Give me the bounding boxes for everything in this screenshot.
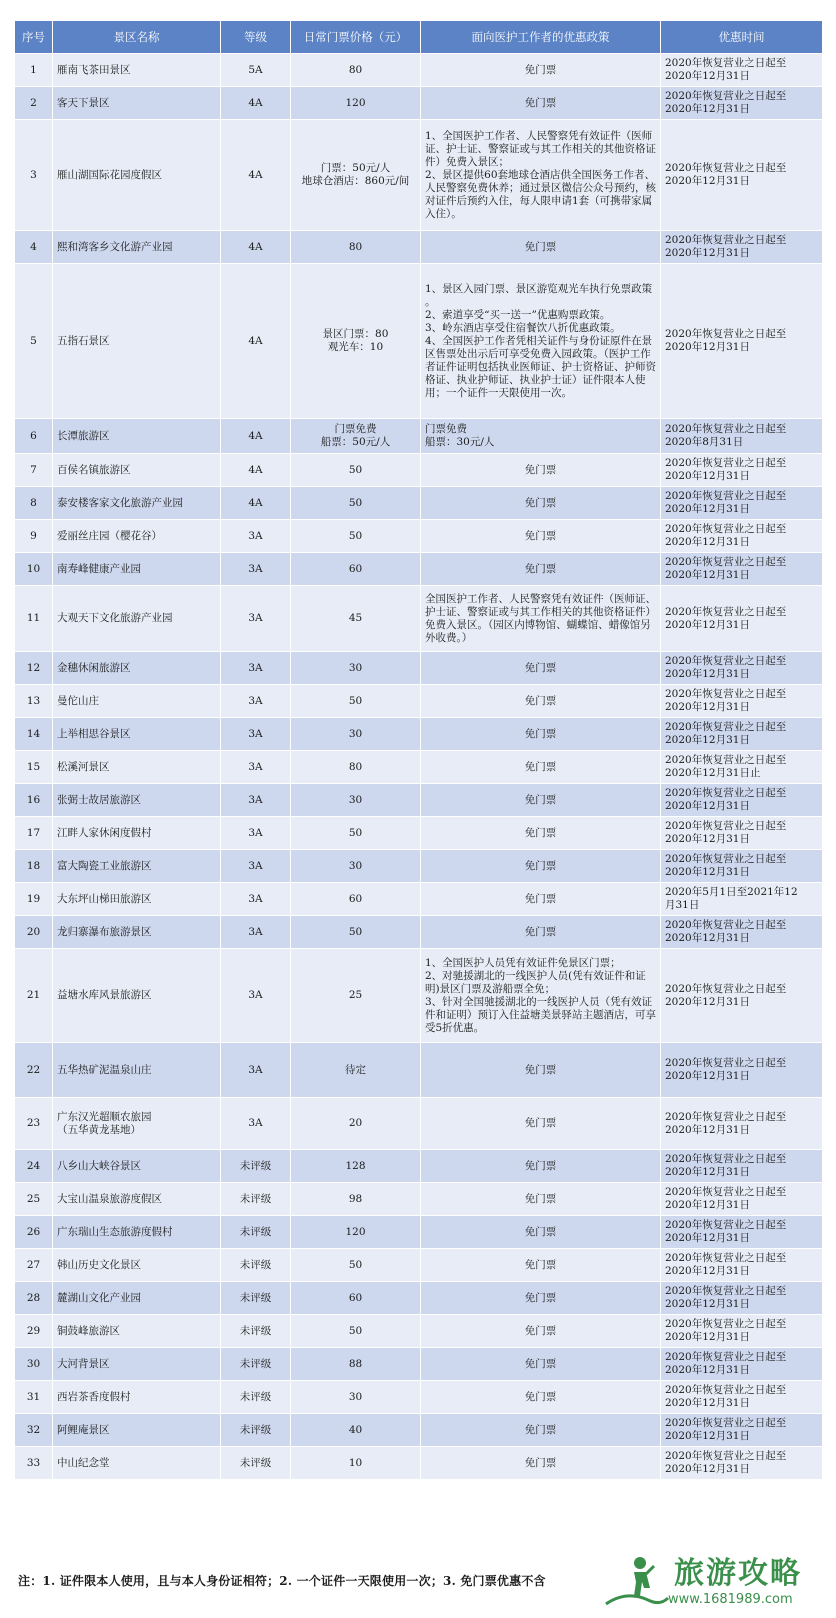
discount-period: 2020年恢复营业之日起至 2020年12月31日 — [661, 87, 823, 120]
discount-policy: 免门票 — [421, 487, 661, 520]
scenic-name: 广东汉光超顺农旅园 （五华黄龙基地） — [53, 1098, 221, 1150]
discount-policy: 免门票 — [421, 520, 661, 553]
scenic-name: 金穗休闲旅游区 — [53, 652, 221, 685]
discount-policy: 免门票 — [421, 1150, 661, 1183]
table-row — [15, 586, 823, 652]
table-row — [15, 1348, 823, 1381]
discount-period: 2020年恢复营业之日起至 2020年12月31日 — [661, 553, 823, 586]
discount-period: 2020年恢复营业之日起至 2020年12月31日 — [661, 1216, 823, 1249]
table-row — [15, 120, 823, 231]
discount-period: 2020年恢复营业之日起至 2020年12月31日 — [661, 1447, 823, 1480]
ticket-price: 50 — [291, 685, 421, 718]
row-number: 5 — [15, 264, 53, 419]
table-row — [15, 916, 823, 949]
discount-period: 2020年恢复营业之日起至 2020年12月31日止 — [661, 751, 823, 784]
discount-policy: 免门票 — [421, 454, 661, 487]
scenic-name: 爱丽丝庄园（樱花谷） — [53, 520, 221, 553]
row-number: 2 — [15, 87, 53, 120]
scenic-name: 铜鼓峰旅游区 — [53, 1315, 221, 1348]
scenic-level: 3A — [221, 586, 291, 652]
scenic-name: 松溪河景区 — [53, 751, 221, 784]
footnote: 注：1. 证件限本人使用，且与本人身份证相符；2. 一个证件一天限使用一次；3. 免门票优惠不含 — [18, 1574, 546, 1588]
row-number: 1 — [15, 54, 53, 87]
ticket-price: 45 — [291, 586, 421, 652]
discount-policy: 免门票 — [421, 817, 661, 850]
scenic-level: 4A — [221, 87, 291, 120]
ticket-price: 60 — [291, 883, 421, 916]
header-time: 优惠时间 — [661, 21, 823, 54]
discount-period: 2020年恢复营业之日起至 2020年8月31日 — [661, 419, 823, 454]
ticket-price: 门票：50元/人 地球仓酒店：860元/间 — [291, 120, 421, 231]
discount-period: 2020年恢复营业之日起至 2020年12月31日 — [661, 264, 823, 419]
row-number: 20 — [15, 916, 53, 949]
discount-period: 2020年恢复营业之日起至 2020年12月31日 — [661, 1249, 823, 1282]
table-row — [15, 817, 823, 850]
discount-policy: 免门票 — [421, 1414, 661, 1447]
scenic-name: 麓湖山文化产业园 — [53, 1282, 221, 1315]
discount-period: 2020年恢复营业之日起至 2020年12月31日 — [661, 685, 823, 718]
discount-policy: 免门票 — [421, 1183, 661, 1216]
header-policy: 面向医护工作者的优惠政策 — [421, 21, 661, 54]
scenic-level: 4A — [221, 231, 291, 264]
scenic-level: 4A — [221, 419, 291, 454]
scenic-name: 西岩茶香度假村 — [53, 1381, 221, 1414]
discount-policy: 免门票 — [421, 916, 661, 949]
row-number: 12 — [15, 652, 53, 685]
table-row — [15, 54, 823, 87]
row-number: 14 — [15, 718, 53, 751]
discount-policy: 免门票 — [421, 87, 661, 120]
row-number: 13 — [15, 685, 53, 718]
scenic-level: 未评级 — [221, 1183, 291, 1216]
scenic-level: 未评级 — [221, 1315, 291, 1348]
scenic-level: 3A — [221, 949, 291, 1043]
scenic-level: 4A — [221, 120, 291, 231]
scenic-name: 雁南飞茶田景区 — [53, 54, 221, 87]
watermark-url: www.1681989.com — [668, 1592, 793, 1607]
discount-policy: 1、全国医护人员凭有效证件免景区门票； 2、对驰援湖北的一线医护人员(凭有效证件和证明)景区门票及游船票全免； 3、针对全国驰援湖北的一线医护人员（凭有效证件和证明）预订入住益塘美景驿站主题酒店，可享受5折优惠。 — [421, 949, 661, 1043]
header-no: 序号 — [15, 21, 53, 54]
table-row — [15, 685, 823, 718]
discount-policy: 免门票 — [421, 718, 661, 751]
ticket-price: 20 — [291, 1098, 421, 1150]
row-number: 26 — [15, 1216, 53, 1249]
row-number: 23 — [15, 1098, 53, 1150]
row-number: 16 — [15, 784, 53, 817]
ticket-price: 98 — [291, 1183, 421, 1216]
discount-period: 2020年恢复营业之日起至 2020年12月31日 — [661, 949, 823, 1043]
table-body — [15, 54, 823, 1480]
ticket-price: 30 — [291, 850, 421, 883]
scenic-name: 雁山湖国际花园度假区 — [53, 120, 221, 231]
scenic-name: 熙和湾客乡文化游产业园 — [53, 231, 221, 264]
scenic-name: 阿鲤庵景区 — [53, 1414, 221, 1447]
discount-period: 2020年恢复营业之日起至 2020年12月31日 — [661, 487, 823, 520]
row-number: 15 — [15, 751, 53, 784]
discount-period: 2020年恢复营业之日起至 2020年12月31日 — [661, 231, 823, 264]
row-number: 24 — [15, 1150, 53, 1183]
discount-policy: 免门票 — [421, 1098, 661, 1150]
discount-policy: 免门票 — [421, 751, 661, 784]
scenic-level: 未评级 — [221, 1282, 291, 1315]
discount-period: 2020年恢复营业之日起至 2020年12月31日 — [661, 784, 823, 817]
table-row — [15, 264, 823, 419]
table-row — [15, 1043, 823, 1098]
traveler-logo-icon — [604, 1554, 670, 1610]
scenic-level: 5A — [221, 54, 291, 87]
ticket-price: 门票免费 船票：50元/人 — [291, 419, 421, 454]
scenic-level: 未评级 — [221, 1249, 291, 1282]
ticket-price: 待定 — [291, 1043, 421, 1098]
ticket-price: 128 — [291, 1150, 421, 1183]
row-number: 22 — [15, 1043, 53, 1098]
scenic-level: 4A — [221, 454, 291, 487]
ticket-price: 30 — [291, 784, 421, 817]
discount-period: 2020年恢复营业之日起至 2020年12月31日 — [661, 1150, 823, 1183]
discount-period: 2020年恢复营业之日起至 2020年12月31日 — [661, 1043, 823, 1098]
ticket-price: 40 — [291, 1414, 421, 1447]
scenic-name: 大河背景区 — [53, 1348, 221, 1381]
scenic-level: 未评级 — [221, 1414, 291, 1447]
watermark-name: 旅游攻略 — [674, 1556, 802, 1591]
scenic-level: 未评级 — [221, 1381, 291, 1414]
scenic-name: 江畔人家休闲度假村 — [53, 817, 221, 850]
ticket-price: 50 — [291, 487, 421, 520]
scenic-name: 南寿峰健康产业园 — [53, 553, 221, 586]
discount-period: 2020年恢复营业之日起至 2020年12月31日 — [661, 1414, 823, 1447]
scenic-level: 3A — [221, 1098, 291, 1150]
scenic-level: 未评级 — [221, 1348, 291, 1381]
table-row — [15, 1414, 823, 1447]
ticket-price: 80 — [291, 231, 421, 264]
discount-policy: 免门票 — [421, 883, 661, 916]
discount-period: 2020年恢复营业之日起至 2020年12月31日 — [661, 1282, 823, 1315]
scenic-name: 韩山历史文化景区 — [53, 1249, 221, 1282]
discount-period: 2020年恢复营业之日起至 2020年12月31日 — [661, 1381, 823, 1414]
scenic-level: 3A — [221, 553, 291, 586]
row-number: 6 — [15, 419, 53, 454]
table-row — [15, 231, 823, 264]
discount-policy: 免门票 — [421, 685, 661, 718]
discount-period: 2020年恢复营业之日起至 2020年12月31日 — [661, 718, 823, 751]
discount-policy: 免门票 — [421, 231, 661, 264]
table-row — [15, 850, 823, 883]
ticket-price: 50 — [291, 916, 421, 949]
discount-period: 2020年恢复营业之日起至 2020年12月31日 — [661, 1315, 823, 1348]
scenic-name: 大观天下文化旅游产业园 — [53, 586, 221, 652]
scenic-level: 3A — [221, 850, 291, 883]
scenic-level: 3A — [221, 685, 291, 718]
table-row — [15, 1183, 823, 1216]
discount-policy: 免门票 — [421, 553, 661, 586]
ticket-price: 60 — [291, 1282, 421, 1315]
discount-period: 2020年恢复营业之日起至 2020年12月31日 — [661, 1098, 823, 1150]
scenic-name: 八乡山大峡谷景区 — [53, 1150, 221, 1183]
ticket-price: 80 — [291, 54, 421, 87]
table-row — [15, 718, 823, 751]
ticket-price: 120 — [291, 87, 421, 120]
row-number: 4 — [15, 231, 53, 264]
ticket-price: 50 — [291, 454, 421, 487]
discount-policy: 免门票 — [421, 1282, 661, 1315]
row-number: 17 — [15, 817, 53, 850]
row-number: 7 — [15, 454, 53, 487]
scenic-name: 富大陶瓷工业旅游区 — [53, 850, 221, 883]
discount-period: 2020年恢复营业之日起至 2020年12月31日 — [661, 454, 823, 487]
ticket-price: 50 — [291, 520, 421, 553]
scenic-name: 益塘水库风景旅游区 — [53, 949, 221, 1043]
scenic-name: 长潭旅游区 — [53, 419, 221, 454]
header-price: 日常门票价格（元） — [291, 21, 421, 54]
table-row — [15, 454, 823, 487]
scenic-level: 3A — [221, 718, 291, 751]
scenic-level: 3A — [221, 784, 291, 817]
ticket-price: 10 — [291, 1447, 421, 1480]
row-number: 10 — [15, 553, 53, 586]
scenic-name: 大东坪山梯田旅游区 — [53, 883, 221, 916]
discount-policy: 门票免费 船票：30元/人 — [421, 419, 661, 454]
discount-period: 2020年恢复营业之日起至 2020年12月31日 — [661, 1348, 823, 1381]
table-row — [15, 487, 823, 520]
discount-policy: 免门票 — [421, 1348, 661, 1381]
table-row — [15, 652, 823, 685]
ticket-price: 30 — [291, 652, 421, 685]
header-name: 景区名称 — [53, 21, 221, 54]
scenic-level: 3A — [221, 1043, 291, 1098]
row-number: 21 — [15, 949, 53, 1043]
discount-policy: 免门票 — [421, 1315, 661, 1348]
row-number: 28 — [15, 1282, 53, 1315]
discount-policy: 1、全国医护工作者、人民警察凭有效证件（医师证、护士证、警察证或与其工作相关的其他资格证件）免费入景区； 2、景区提供60套地球仓酒店供全国医务工作者、人民警察免费休养；通过景区微信公众号预约，核对证件后预约入住，每人限申请1套（可携带家属入住）。 — [421, 120, 661, 231]
discount-policy: 免门票 — [421, 1381, 661, 1414]
row-number: 9 — [15, 520, 53, 553]
scenic-level: 3A — [221, 817, 291, 850]
row-number: 19 — [15, 883, 53, 916]
discount-policy: 全国医护工作者、人民警察凭有效证件（医师证、护士证、警察证或与其工作相关的其他资格证件）免费入景区。（园区内博物馆、蝴蝶馆、蜡像馆另外收费。） — [421, 586, 661, 652]
scenic-name: 客天下景区 — [53, 87, 221, 120]
scenic-level: 4A — [221, 487, 291, 520]
watermark — [604, 1548, 824, 1614]
ticket-price: 50 — [291, 817, 421, 850]
row-number: 33 — [15, 1447, 53, 1480]
ticket-price: 120 — [291, 1216, 421, 1249]
table-row — [15, 419, 823, 454]
row-number: 11 — [15, 586, 53, 652]
ticket-price: 60 — [291, 553, 421, 586]
discount-period: 2020年恢复营业之日起至 2020年12月31日 — [661, 586, 823, 652]
scenic-level: 3A — [221, 520, 291, 553]
row-number: 3 — [15, 120, 53, 231]
discount-period: 2020年恢复营业之日起至 2020年12月31日 — [661, 652, 823, 685]
scenic-name: 龙归寨瀑布旅游景区 — [53, 916, 221, 949]
discount-period: 2020年恢复营业之日起至 2020年12月31日 — [661, 520, 823, 553]
discount-policy: 免门票 — [421, 652, 661, 685]
discount-period: 2020年恢复营业之日起至 2020年12月31日 — [661, 1183, 823, 1216]
discount-policy: 免门票 — [421, 1249, 661, 1282]
table-row — [15, 1447, 823, 1480]
ticket-price: 50 — [291, 1249, 421, 1282]
row-number: 27 — [15, 1249, 53, 1282]
scenic-level: 3A — [221, 652, 291, 685]
scenic-level: 3A — [221, 916, 291, 949]
scenic-level: 3A — [221, 751, 291, 784]
discount-period: 2020年5月1日至2021年12 月31日 — [661, 883, 823, 916]
scenic-name: 五华热矿泥温泉山庄 — [53, 1043, 221, 1098]
ticket-price: 88 — [291, 1348, 421, 1381]
header-level: 等级 — [221, 21, 291, 54]
scenic-name: 五指石景区 — [53, 264, 221, 419]
row-number: 25 — [15, 1183, 53, 1216]
ticket-price: 景区门票：80 观光车：10 — [291, 264, 421, 419]
discount-policy: 免门票 — [421, 850, 661, 883]
scenic-level: 未评级 — [221, 1216, 291, 1249]
discount-period: 2020年恢复营业之日起至 2020年12月31日 — [661, 54, 823, 87]
discount-policy: 免门票 — [421, 1216, 661, 1249]
scenic-level: 未评级 — [221, 1447, 291, 1480]
row-number: 18 — [15, 850, 53, 883]
scenic-name: 曼佗山庄 — [53, 685, 221, 718]
table-row — [15, 1216, 823, 1249]
discount-policy: 免门票 — [421, 1447, 661, 1480]
table-row — [15, 949, 823, 1043]
table-row — [15, 1150, 823, 1183]
table-row — [15, 1098, 823, 1150]
ticket-price: 50 — [291, 1315, 421, 1348]
scenic-name: 中山纪念堂 — [53, 1447, 221, 1480]
table-row — [15, 1282, 823, 1315]
row-number: 30 — [15, 1348, 53, 1381]
discount-period: 2020年恢复营业之日起至 2020年12月31日 — [661, 817, 823, 850]
ticket-price: 80 — [291, 751, 421, 784]
scenic-name: 百侯名镇旅游区 — [53, 454, 221, 487]
discount-policy: 1、景区入园门票、景区游览观光车执行免票政策 。 2、索道享受“买一送一”优惠购票政策。 3、岭东酒店享受住宿餐饮八折优惠政策。 4、全国医护工作者凭相关证件与身份证原件在景区售票处出示后可享受免费入园政策。（医护工作者证件证明包括执业医师证、护士资格证、护师资格证、执业护师证、执业护士证）证件限本人使用；一个证件一天限使用一次。 — [421, 264, 661, 419]
scenic-name: 张弼士故居旅游区 — [53, 784, 221, 817]
discount-period: 2020年恢复营业之日起至 2020年12月31日 — [661, 120, 823, 231]
scenic-name: 广东瑞山生态旅游度假村 — [53, 1216, 221, 1249]
discount-period: 2020年恢复营业之日起至 2020年12月31日 — [661, 916, 823, 949]
scenic-level: 未评级 — [221, 1150, 291, 1183]
table-row — [15, 553, 823, 586]
scenic-name: 泰安楼客家文化旅游产业园 — [53, 487, 221, 520]
scenic-level: 4A — [221, 264, 291, 419]
table-row — [15, 87, 823, 120]
row-number: 31 — [15, 1381, 53, 1414]
ticket-price: 30 — [291, 1381, 421, 1414]
table-row — [15, 883, 823, 916]
table-row — [15, 1249, 823, 1282]
discount-period: 2020年恢复营业之日起至 2020年12月31日 — [661, 850, 823, 883]
discount-policy: 免门票 — [421, 784, 661, 817]
table-row — [15, 1381, 823, 1414]
table-row — [15, 520, 823, 553]
scenic-discount-table — [14, 20, 823, 1480]
scenic-name: 大宝山温泉旅游度假区 — [53, 1183, 221, 1216]
discount-policy: 免门票 — [421, 54, 661, 87]
row-number: 29 — [15, 1315, 53, 1348]
table-row — [15, 784, 823, 817]
table-row — [15, 751, 823, 784]
scenic-name: 上举相思谷景区 — [53, 718, 221, 751]
row-number: 32 — [15, 1414, 53, 1447]
row-number: 8 — [15, 487, 53, 520]
table-row — [15, 1315, 823, 1348]
ticket-price: 30 — [291, 718, 421, 751]
scenic-level: 3A — [221, 883, 291, 916]
table-header-row — [15, 21, 823, 54]
discount-policy: 免门票 — [421, 1043, 661, 1098]
ticket-price: 25 — [291, 949, 421, 1043]
